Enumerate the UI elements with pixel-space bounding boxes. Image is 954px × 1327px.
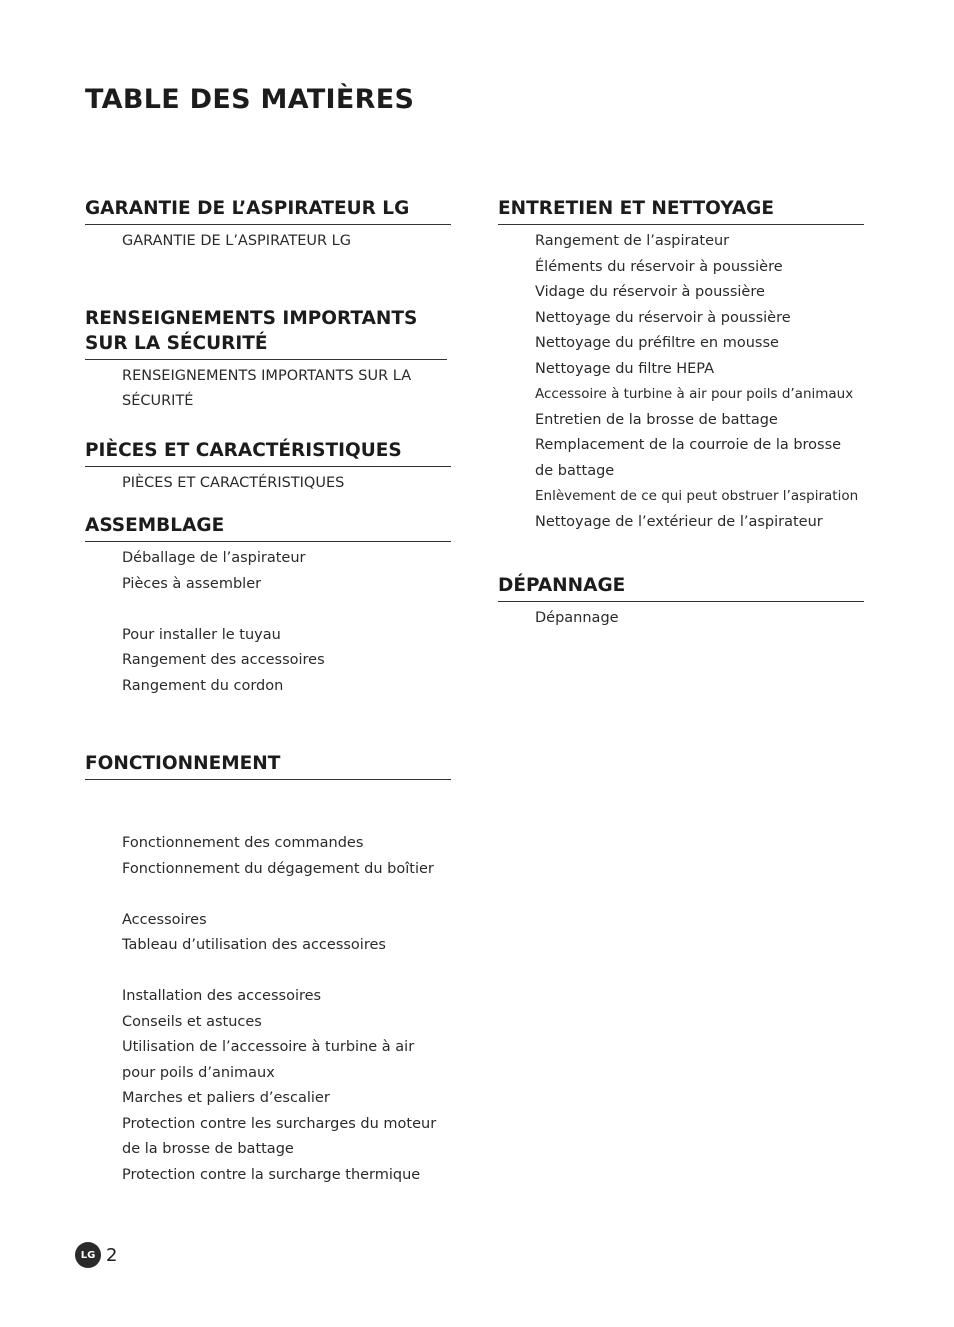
section-title[interactable]: RENSEIGNEMENTS IMPORTANTS SUR LA SÉCURITÉ bbox=[85, 306, 447, 360]
toc-item[interactable]: Remplacement de la courroie de la brosse de battage bbox=[535, 437, 842, 479]
toc-section-safety bbox=[85, 306, 451, 415]
toc-item-list bbox=[85, 360, 451, 415]
toc-item-list bbox=[85, 780, 451, 1188]
toc-item-list bbox=[498, 225, 864, 535]
toc-section-assembly bbox=[85, 513, 451, 699]
toc-item[interactable]: Dépannage bbox=[535, 610, 619, 626]
toc-item[interactable]: PIÈCES ET CARACTÉRISTIQUES bbox=[122, 474, 345, 491]
toc-item-list bbox=[498, 602, 864, 632]
toc-item[interactable]: Conseils et astuces bbox=[122, 1013, 262, 1030]
toc-item[interactable]: Déballage de l’aspirateur bbox=[122, 550, 306, 566]
toc-item[interactable]: Utilisation de l’accessoire à turbine à air pour poils d’animaux bbox=[122, 1039, 415, 1081]
toc-item[interactable]: Nettoyage de l’extérieur de l’aspirateur bbox=[535, 513, 823, 530]
toc-item[interactable]: Accessoires bbox=[122, 911, 207, 928]
toc-section-warranty bbox=[85, 196, 451, 255]
toc-item[interactable]: Enlèvement de ce qui peut obstruer l’aspiration bbox=[535, 488, 859, 504]
section-title[interactable]: ENTRETIEN ET NETTOYAGE bbox=[498, 196, 864, 225]
toc-item[interactable]: Fonctionnement des commandes bbox=[122, 835, 364, 851]
toc-item[interactable]: Pour installer le tuyau bbox=[122, 626, 281, 643]
toc-section-maintenance bbox=[498, 196, 864, 535]
toc-item[interactable]: Rangement des accessoires bbox=[122, 652, 325, 668]
toc-item[interactable]: Entretien de la brosse de battage bbox=[535, 411, 778, 428]
section-title[interactable]: DÉPANNAGE bbox=[498, 573, 864, 602]
section-title[interactable]: PIÈCES ET CARACTÉRISTIQUES bbox=[85, 438, 451, 467]
toc-item[interactable]: Fonctionnement du dégagement du boîtier bbox=[122, 860, 434, 877]
toc-item[interactable]: Accessoire à turbine à air pour poils d’animaux bbox=[535, 386, 854, 402]
toc-spacer bbox=[122, 959, 451, 985]
toc-right-column bbox=[498, 196, 864, 632]
section-title[interactable]: FONCTIONNEMENT bbox=[85, 751, 451, 780]
toc-item[interactable]: Protection contre la surcharge thermique bbox=[122, 1166, 421, 1183]
toc-item[interactable]: Nettoyage du réservoir à poussière bbox=[535, 309, 791, 326]
section-title[interactable]: GARANTIE DE L’ASPIRATEUR LG bbox=[85, 196, 451, 225]
page-number: 2 bbox=[106, 1244, 118, 1266]
toc-spacer bbox=[122, 597, 451, 623]
toc-item[interactable]: Pièces à assembler bbox=[122, 575, 262, 592]
toc-item[interactable]: Protection contre les surcharges du moteur de la brosse de battage bbox=[122, 1115, 437, 1157]
toc-item[interactable]: Rangement de l’aspirateur bbox=[535, 233, 730, 249]
page-title: TABLE DES MATIÈRES bbox=[85, 84, 415, 115]
toc-item-list bbox=[85, 225, 451, 255]
page-footer bbox=[75, 1241, 117, 1269]
toc-item[interactable]: Nettoyage du filtre HEPA bbox=[535, 360, 715, 377]
toc-item[interactable]: RENSEIGNEMENTS IMPORTANTS SUR LA SÉCURITÉ bbox=[122, 367, 412, 409]
toc-left-column bbox=[85, 196, 451, 1188]
section-title[interactable]: ASSEMBLAGE bbox=[85, 513, 451, 542]
toc-item[interactable]: Vidage du réservoir à poussière bbox=[535, 284, 765, 300]
toc-item[interactable]: Marches et paliers d’escalier bbox=[122, 1090, 330, 1106]
toc-item-list bbox=[85, 542, 451, 699]
toc-item[interactable]: Installation des accessoires bbox=[122, 988, 322, 1004]
toc-spacer bbox=[122, 882, 451, 908]
toc-item[interactable]: GARANTIE DE L’ASPIRATEUR LG bbox=[122, 233, 351, 249]
toc-item[interactable]: Tableau d’utilisation des accessoires bbox=[122, 937, 386, 953]
toc-item[interactable]: Nettoyage du préfiltre en mousse bbox=[535, 335, 779, 351]
toc-section-parts bbox=[85, 438, 451, 497]
toc-item[interactable]: Éléments du réservoir à poussière bbox=[535, 258, 783, 275]
toc-item[interactable]: Rangement du cordon bbox=[122, 677, 284, 694]
lg-logo: LG bbox=[75, 1242, 101, 1268]
toc-section-operation bbox=[85, 751, 451, 1188]
toc-section-troubleshooting bbox=[498, 573, 864, 632]
toc-item-list bbox=[85, 467, 451, 497]
